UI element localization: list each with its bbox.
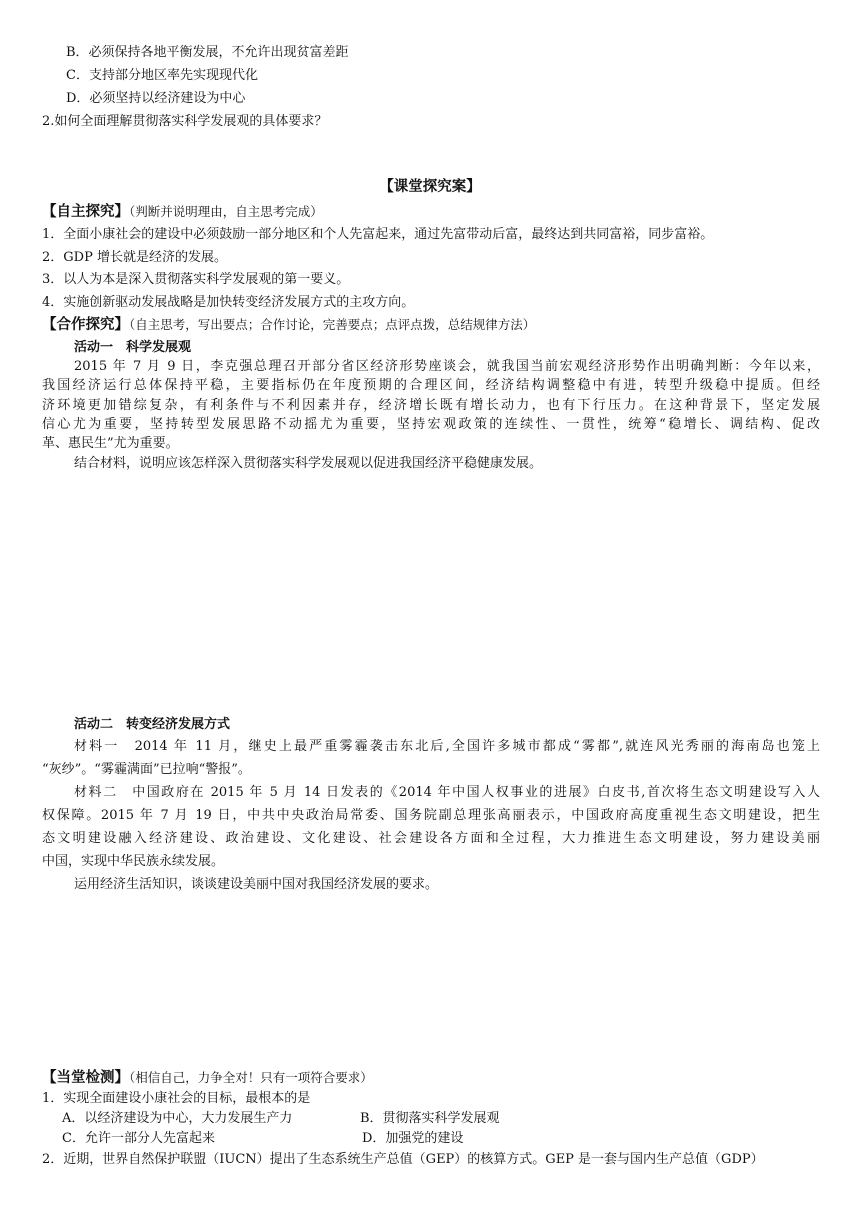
self-explore-note: （判断并说明理由，自主思考完成） [129, 204, 323, 219]
activity1-question: 结合材料，说明应该怎样深入贯彻落实科学发展观以促进我国经济平稳健康发展。 [74, 456, 543, 471]
test-q1-option-a: A．以经济建设为中心，大力发展生产力 [62, 1111, 293, 1126]
activity2-material1-line: 材料一 2014 年 11 月，继史上最严重雾霾袭击东北后,全国许多城市都成“雾都”,就连风光秀丽的海南岛也笼上 [74, 739, 820, 754]
test-q1-option-c: C．允许一部分人先富起来 [62, 1131, 215, 1146]
option-d: D．必须坚持以经济建设为中心 [66, 91, 246, 106]
activity2-material2-line: 材料二 中国政府在 2015 年 5 月 14 日发表的《2014 年中国人权事业的进展》白皮书,首次将生态文明建设写入人 [74, 785, 820, 800]
option-b: B．必须保持各地平衡发展，不允许出现贫富差距 [66, 45, 349, 60]
activity2-title: 活动二 转变经济发展方式 [74, 717, 231, 732]
test-q1-option-d: D．加强党的建设 [362, 1131, 464, 1146]
coop-explore-heading: 【合作探究】 [42, 316, 129, 333]
class-test-heading: 【当堂检测】 [42, 1069, 129, 1086]
test-q2-stem: 2．近期，世界自然保护联盟（IUCN）提出了生态系统生产总值（GEP）的核算方式。GEP 是一套与国内生产总值（GDP） [42, 1152, 764, 1167]
activity1-material-line: 革、惠民生”尤为重要。 [42, 436, 179, 451]
activity1-material-line: 2015 年 7 月 9 日，李克强总理召开部分省区经济形势座谈会，就我国当前宏观经济形势作出明确判断：今年以来， [74, 359, 820, 374]
activity1-title: 活动一 科学发展观 [74, 340, 192, 355]
class-test-header [42, 1069, 373, 1088]
self-explore-header [42, 203, 323, 222]
section-title: 【课堂探究案】 [379, 178, 481, 195]
coop-explore-note: （自主思考，写出要点；合作讨论，完善要点；点评点拨，总结规律方法） [129, 317, 536, 332]
activity2-material2-line: 权保障。2015 年 7 月 19 日，中共中央政治局常委、国务院副总理张高丽表示，中国政府高度重视生态文明建设，把生 [42, 808, 820, 823]
test-q1-stem: 1．实现全面建设小康社会的目标，最根本的是 [42, 1091, 311, 1106]
activity1-material-line: 济环境更加错综复杂，有利条件与不利因素并存，经济增长既有增长动力，也有下行压力。在这种背景下，坚定发展 [42, 398, 820, 413]
self-explore-heading: 【自主探究】 [42, 203, 129, 220]
activity2-material2-line: 态文明建设融入经济建设、政治建设、文化建设、社会建设各方面和全过程，大力推进生态文明建设，努力建设美丽 [42, 831, 820, 846]
activity1-material-line: 信心尤为重要，坚持转型发展思路不动摇尤为重要，坚持宏观政策的连续性、一贯性，统筹“稳增长、调结构、促改 [42, 417, 820, 432]
activity1-material-line: 我国经济运行总体保持平稳，主要指标仍在年度预期的合理区间，经济结构调整稳中有进，转型升级稳中提质。但经 [42, 378, 820, 393]
activity2-material1-line: “灰纱”。“雾霾满面”已拉响“警报”。 [42, 762, 251, 777]
judgement-item-2: 2．GDP 增长就是经济的发展。 [42, 250, 227, 265]
question-2: 2.如何全面理解贯彻落实科学发展观的具体要求？ [42, 114, 328, 129]
option-c: C．支持部分地区率先实现现代化 [66, 68, 258, 83]
class-test-note: （相信自己，力争全对！只有一项符合要求） [129, 1070, 373, 1085]
coop-explore-header [42, 316, 535, 335]
test-q1-option-b: B．贯彻落实科学发展观 [360, 1111, 500, 1126]
activity2-question: 运用经济生活知识，谈谈建设美丽中国对我国经济发展的要求。 [74, 877, 439, 892]
judgement-item-3: 3．以人为本是深入贯彻落实科学发展观的第一要义。 [42, 272, 350, 287]
activity2-material2-line: 中国，实现中华民族永续发展。 [42, 854, 225, 869]
judgement-item-4: 4．实施创新驱动发展战略是加快转变经济发展方式的主攻方向。 [42, 295, 415, 310]
judgement-item-1: 1．全面小康社会的建设中必须鼓励一部分地区和个人先富起来，通过先富带动后富，最终达到共同富裕，同步富裕。 [42, 227, 714, 242]
